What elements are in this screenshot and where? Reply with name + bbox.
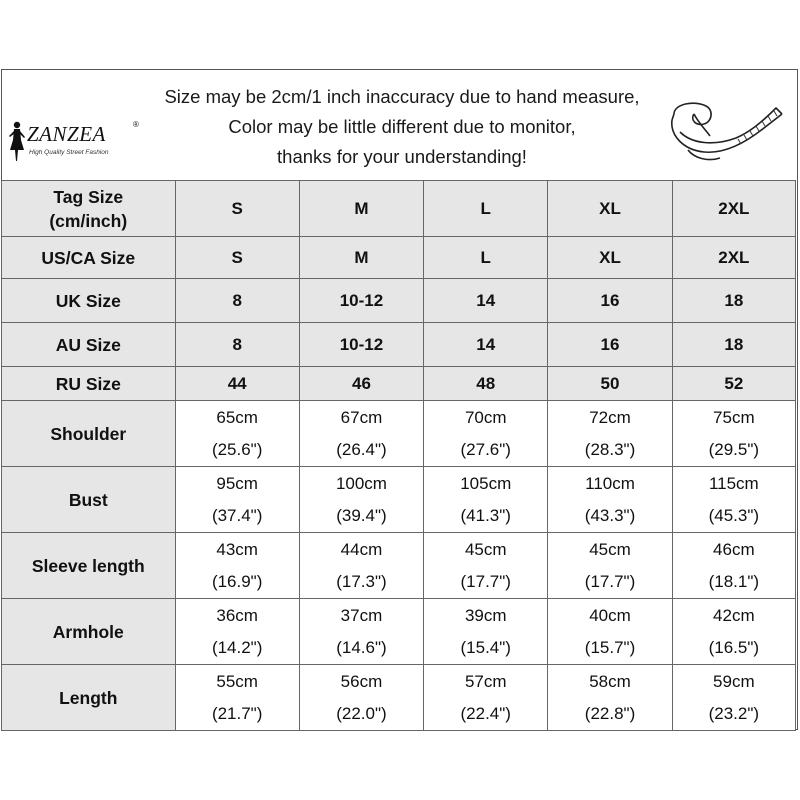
cm-value: 42cm (713, 605, 755, 625)
cm-value: 36cm (216, 605, 258, 625)
size-cell: 16 (548, 323, 672, 367)
measurement-cell (548, 533, 672, 599)
measurement-cell (424, 533, 548, 599)
cm-value: 56cm (340, 671, 383, 691)
size-row (2, 237, 796, 279)
cm-value: 46cm (713, 539, 755, 559)
inch-value: (25.6") (211, 439, 263, 459)
row-label: Length (2, 665, 176, 731)
size-cell: 10-12 (299, 279, 423, 323)
measurement-cell (175, 467, 299, 533)
measurement-cell (548, 599, 672, 665)
brand-tagline: High Quality Street Fashion (29, 149, 109, 156)
measurement-cell (175, 599, 299, 665)
inch-value: (18.1") (708, 571, 760, 591)
measurement-row (2, 401, 796, 467)
accuracy-notice (112, 82, 692, 172)
cm-value: 39cm (464, 605, 507, 625)
cm-value: 100cm (335, 473, 387, 493)
cm-value: 58cm (589, 671, 631, 691)
measurement-cell (672, 401, 795, 467)
inch-value: (21.7") (211, 703, 263, 723)
inch-value: (22.8") (584, 703, 636, 723)
size-cell: 16 (548, 279, 672, 323)
model-silhouette-icon (7, 120, 27, 162)
row-label: Bust (2, 467, 176, 533)
size-cell: M (299, 237, 423, 279)
size-cell: XL (548, 237, 672, 279)
size-cell: 2XL (672, 237, 795, 279)
cm-value: 70cm (464, 407, 507, 427)
inch-value: (23.2") (708, 703, 760, 723)
cm-value: 37cm (340, 605, 383, 625)
size-table (1, 180, 796, 731)
size-row (2, 367, 796, 401)
inch-value: (28.3") (584, 439, 636, 459)
inch-value: (22.4") (460, 703, 511, 723)
measurement-cell (672, 599, 795, 665)
size-row (2, 323, 796, 367)
measurement-row (2, 467, 796, 533)
inch-value: (14.2") (211, 637, 263, 657)
inch-value: (41.3") (460, 505, 511, 525)
inch-value: (15.4") (460, 637, 511, 657)
cm-value: 65cm (216, 407, 258, 427)
chart-header (2, 70, 797, 181)
measurement-row (2, 599, 796, 665)
row-label: Tag Size (cm/inch) (2, 181, 176, 237)
row-label: US/CA Size (2, 237, 176, 279)
notice-line: thanks for your understanding! (277, 146, 527, 167)
measurement-cell (424, 665, 548, 731)
size-cell: M (299, 181, 423, 237)
size-row (2, 181, 796, 237)
measurement-cell (299, 467, 423, 533)
measurement-cell (672, 467, 795, 533)
measurement-row (2, 665, 796, 731)
inch-value: (29.5") (708, 439, 760, 459)
inch-value: (27.6") (460, 439, 511, 459)
inch-value: (17.7") (460, 571, 511, 591)
measurement-cell (424, 467, 548, 533)
measurement-cell (548, 665, 672, 731)
cm-value: 40cm (589, 605, 631, 625)
measurement-cell (299, 533, 423, 599)
size-row (2, 279, 796, 323)
size-cell: 2XL (672, 181, 795, 237)
inch-value: (15.7") (584, 637, 636, 657)
row-label: Shoulder (2, 401, 176, 467)
inch-value: (17.7") (584, 571, 636, 591)
cm-value: 110cm (585, 473, 635, 493)
inch-value: (22.0") (336, 703, 387, 723)
cm-value: 95cm (216, 473, 258, 493)
cm-value: 45cm (464, 539, 507, 559)
size-cell: 50 (548, 367, 672, 401)
size-cell: 10-12 (299, 323, 423, 367)
size-cell: XL (548, 181, 672, 237)
measurement-cell (299, 665, 423, 731)
size-cell: S (175, 237, 299, 279)
size-cell: 48 (424, 367, 548, 401)
measurement-cell (548, 467, 672, 533)
measurement-cell (672, 533, 795, 599)
notice-line: Color may be little different due to monitor, (228, 116, 576, 137)
row-label: AU Size (2, 323, 176, 367)
cm-value: 45cm (589, 539, 631, 559)
size-cell: 8 (175, 323, 299, 367)
size-cell: 18 (672, 279, 795, 323)
cm-value: 67cm (340, 407, 383, 427)
inch-value: (37.4") (211, 505, 263, 525)
inch-value: (43.3") (584, 505, 636, 525)
brand-name: ZANZEA (27, 122, 106, 146)
cm-value: 59cm (713, 671, 755, 691)
measuring-tape-icon (664, 92, 789, 172)
row-label: Armhole (2, 599, 176, 665)
inch-value: (39.4") (336, 505, 387, 525)
size-cell: 8 (175, 279, 299, 323)
measurement-cell (175, 401, 299, 467)
measurement-row (2, 533, 796, 599)
inch-value: (17.3") (336, 571, 387, 591)
size-cell: 44 (175, 367, 299, 401)
cm-value: 115cm (708, 473, 759, 493)
measurement-cell (672, 665, 795, 731)
row-label: RU Size (2, 367, 176, 401)
size-cell: L (424, 181, 548, 237)
size-cell: 14 (424, 323, 548, 367)
size-cell: 46 (299, 367, 423, 401)
inch-value: (16.5") (708, 637, 760, 657)
measurement-cell (175, 533, 299, 599)
size-cell: 52 (672, 367, 795, 401)
size-chart (1, 69, 798, 730)
notice-line: Size may be 2cm/1 inch inaccuracy due to hand measure, (164, 86, 640, 107)
cm-value: 57cm (464, 671, 507, 691)
size-cell: L (424, 237, 548, 279)
registered-mark: ® (133, 120, 139, 129)
measurement-cell (424, 401, 548, 467)
measurement-cell (299, 599, 423, 665)
measurement-cell (299, 401, 423, 467)
measurement-cell (175, 665, 299, 731)
cm-value: 44cm (340, 539, 383, 559)
measurement-cell (548, 401, 672, 467)
cm-value: 55cm (216, 671, 258, 691)
inch-value: (45.3") (708, 505, 760, 525)
cm-value: 105cm (460, 473, 512, 493)
inch-value: (26.4") (336, 439, 387, 459)
measurement-cell (424, 599, 548, 665)
size-cell: 14 (424, 279, 548, 323)
inch-value: (16.9") (211, 571, 263, 591)
row-label: Sleeve length (2, 533, 176, 599)
cm-value: 72cm (589, 407, 631, 427)
row-label: UK Size (2, 279, 176, 323)
cm-value: 43cm (216, 539, 258, 559)
cm-value: 75cm (713, 407, 755, 427)
size-cell: 18 (672, 323, 795, 367)
size-cell: S (175, 181, 299, 237)
inch-value: (14.6") (336, 637, 387, 657)
